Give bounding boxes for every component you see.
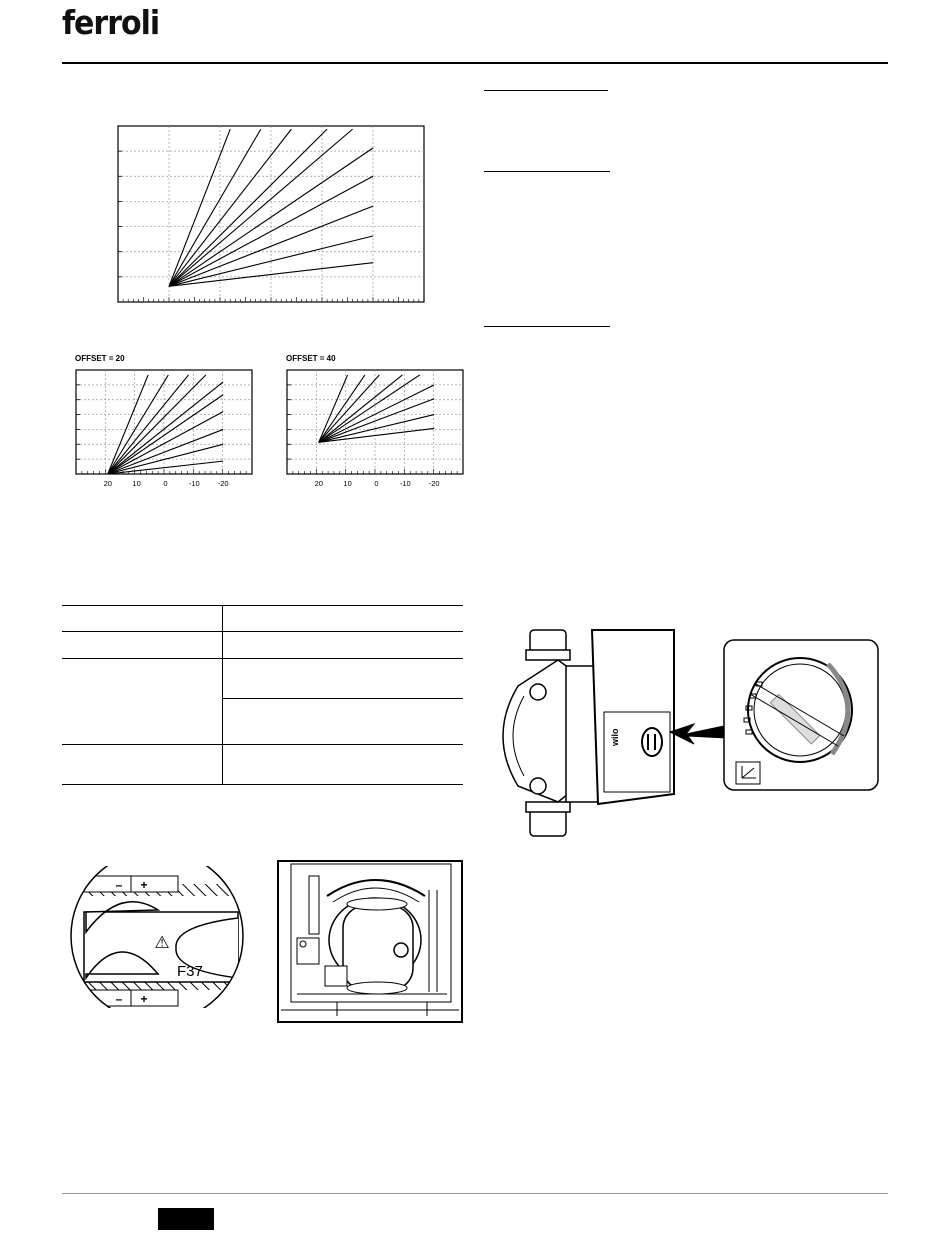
curve-line: [169, 129, 261, 286]
curve-line: [319, 375, 365, 442]
table-row: [62, 632, 463, 659]
x-tick-label: 0: [374, 479, 379, 488]
header-rule: [62, 62, 888, 64]
pump-brand-label: wilo: [610, 728, 620, 746]
minus-button-label: –: [115, 878, 123, 892]
table-cell: [62, 606, 223, 632]
curve-line: [108, 412, 223, 474]
curve-line: [169, 129, 327, 286]
table-cell: [223, 632, 464, 659]
curve-line: [169, 148, 373, 286]
x-tick-label: -10: [399, 479, 411, 488]
section-heading-underline: [484, 326, 610, 327]
table-cell: [223, 699, 464, 745]
chart-title-offset-20: OFFSET = 20: [75, 354, 125, 363]
x-tick-label: 20: [314, 479, 323, 488]
curve-line: [108, 382, 223, 474]
curve-line: [108, 375, 169, 474]
error-code-readout: F37: [177, 963, 203, 980]
table-cell: [223, 659, 464, 699]
parameters-table: [62, 605, 463, 785]
minus-button-label: –: [115, 992, 123, 1006]
x-tick-label: -20: [428, 479, 440, 488]
x-tick-label: 0: [163, 479, 168, 488]
compensation-curves-chart: [112, 124, 426, 306]
table-row: [62, 745, 463, 785]
table-cell: [62, 659, 223, 745]
curve-line: [169, 129, 230, 286]
curve-line: [169, 176, 373, 286]
display-error-illustration: [62, 866, 252, 1008]
warning-icon: ⚠: [154, 933, 170, 952]
pump-speed-selector-illustration: [488, 626, 888, 844]
offset-20-chart: [62, 364, 258, 490]
offset-40-chart: [273, 364, 469, 490]
section-heading-underline: [484, 90, 608, 91]
curve-line: [319, 385, 434, 442]
table-cell: [223, 745, 464, 785]
boiler-interior-illustration: [277, 860, 463, 1023]
ferroli-logo: ferroli: [62, 4, 160, 43]
table-row: [62, 606, 463, 632]
curve-line: [108, 395, 223, 474]
section-heading-underline: [484, 171, 610, 172]
curve-line: [169, 129, 353, 286]
x-tick-label: 20: [103, 479, 112, 488]
table-cell: [62, 632, 223, 659]
x-tick-label: 10: [132, 479, 141, 488]
plus-button-label: +: [140, 878, 148, 892]
curve-line: [108, 375, 148, 474]
x-tick-label: -20: [217, 479, 229, 488]
page-marker: [158, 1208, 214, 1230]
footer-rule: [62, 1193, 888, 1194]
chart-title-offset-40: OFFSET = 40: [286, 354, 336, 363]
plus-button-label: +: [140, 992, 148, 1006]
table-cell: [223, 606, 464, 632]
table-row: [62, 659, 463, 699]
x-tick-label: 10: [343, 479, 352, 488]
table-cell: [62, 745, 223, 785]
x-tick-label: -10: [188, 479, 200, 488]
